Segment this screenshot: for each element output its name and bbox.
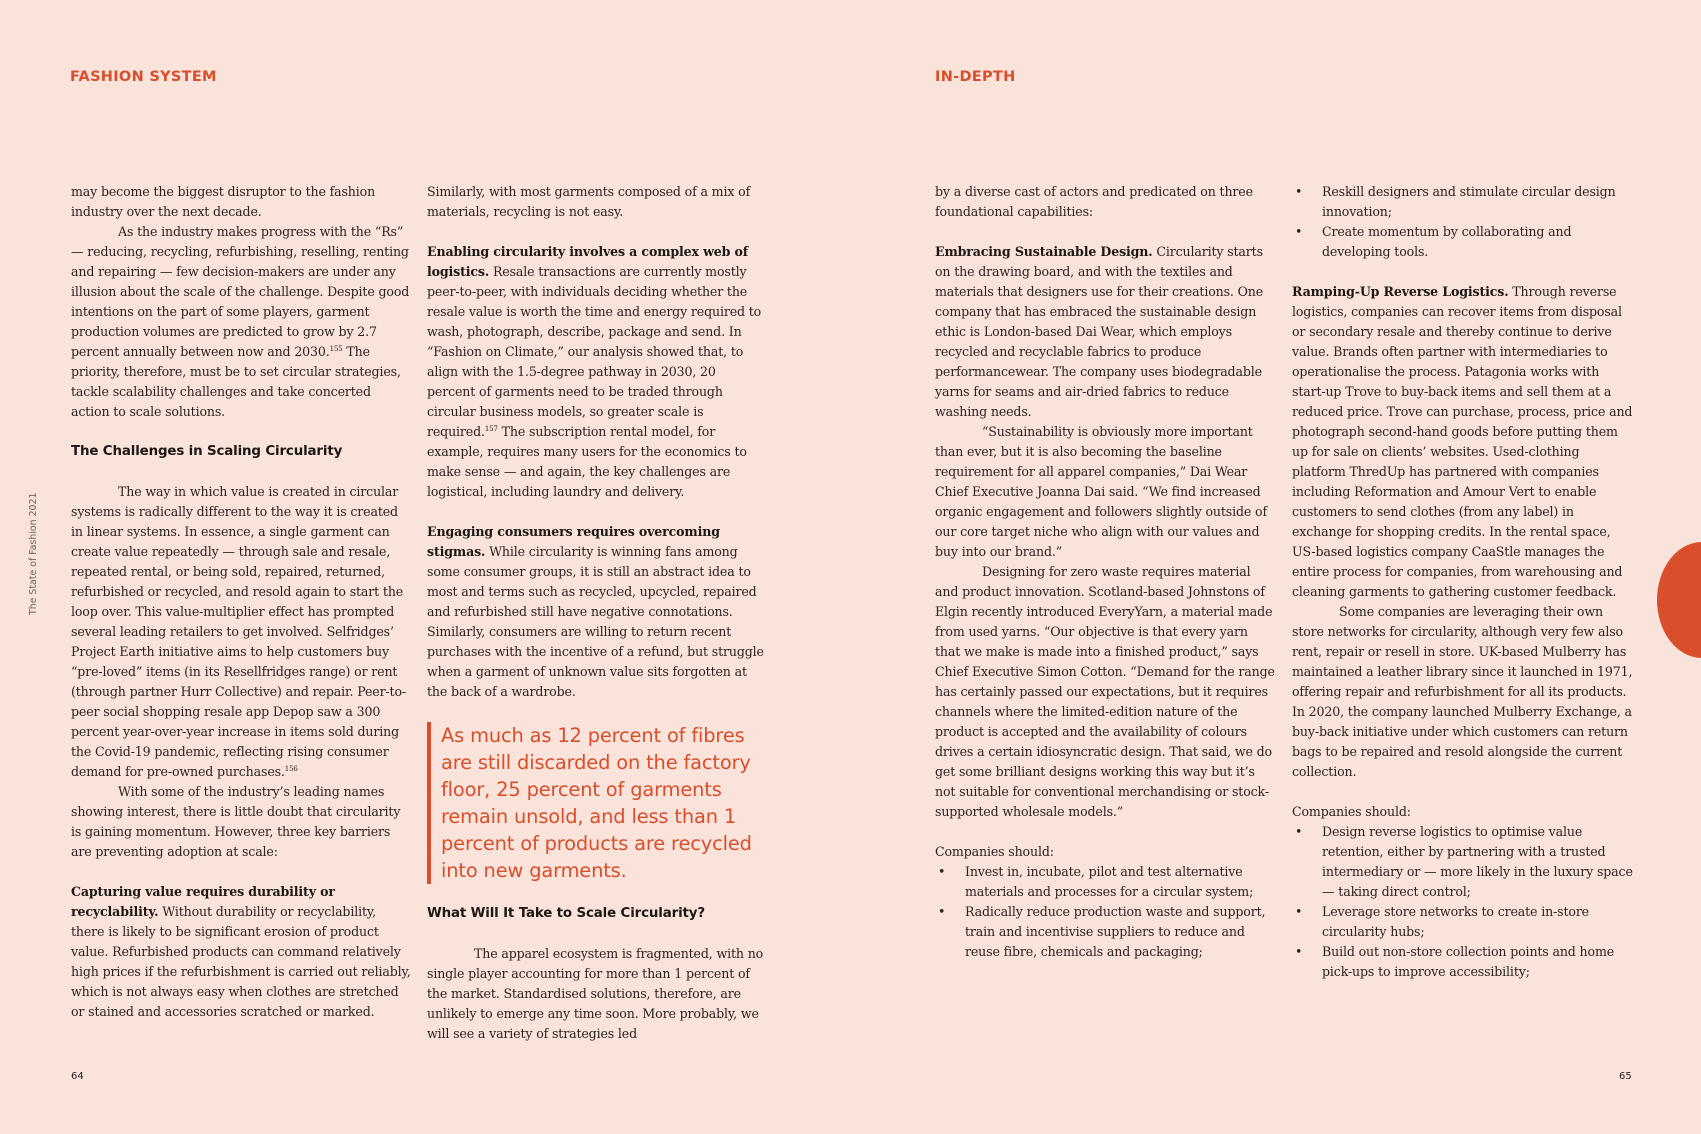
- paragraph: [427, 242, 767, 502]
- bullet-list: [1292, 182, 1634, 262]
- paragraph-lead: Embracing Sustainable Design.: [935, 244, 1153, 259]
- paragraph-text: The priority, therefore, must be to set circular strategies, tackle scalability challenges and take concerted action to scale solutions.: [71, 344, 401, 419]
- list-item: • Leverage store networks to create in-store circularity hubs;: [1292, 902, 1634, 942]
- paragraph: Designing for zero waste requires material and product innovation. Scotland-based Johnstons of Elgin recently introduced EveryYarn, a material made from used yarns. “Our objective is that every yarn that we make is made into a finished product,” says Chief Executive Simon Cotton. “Demand for the range has certainly passed our expectations, but it requires channels where the limited-edition nature of the product is accepted and the availability of colours drives a certain idiosyncratic design. That said, we do get some brilliant designs working this way but it’s not suitable for conventional merchandising or stock-supported wholesale models.”: [935, 564, 1275, 819]
- page-number-left: 64: [71, 1071, 84, 1082]
- paragraph: [427, 522, 767, 702]
- section-heading: The Challenges in Scaling Circularity: [71, 444, 343, 459]
- column-3: [935, 182, 1275, 962]
- paragraph: Some companies are leveraging their own store networks for circularity, although very few also rent, repair or resell in store. UK-based Mulberry has maintained a leather library since it launched in 1971, offering repair and refurbishment for all its products. In 2020, the company launched Mulberry Exchange, a buy-back initiative under which customers can return bags to be repaired and resold alongside the current collection.: [1292, 604, 1633, 779]
- paragraph-text: The way in which value is created in circular systems is radically different to the way it is created in linear systems. In essence, a single garment can create value repeatedly — through sale and resale, repeated rental, or being sold, repaired, returned, refurbished or recycled, and resold again to start the loop over. This value-multiplier effect has prompted several leading retailers to get involved. Selfridges’ Project Earth initiative aims to help customers buy “pre-loved” items (in its Resellfridges range) or rent (through partner Hurr Collective) and repair. Peer-to-peer social shopping resale app Depop saw a 300 percent year-over-year increase in items sold during the Covid-19 pandemic, reflecting rising consumer demand for pre-owned purchases.: [71, 484, 406, 779]
- section-heading: What Will It Take to Scale Circularity?: [427, 906, 705, 921]
- paragraph-lead: Enabling circularity involves a complex web of logistics.: [427, 244, 749, 279]
- bullet-list: [1292, 822, 1634, 982]
- paragraph-lead: Ramping-Up Reverse Logistics.: [1292, 284, 1509, 299]
- footnote-ref: 157: [484, 424, 498, 433]
- paragraph-text: The subscription rental model, for example, requires many users for the economics to make sense — and again, the key challenges are logistical, including laundry and delivery.: [427, 424, 747, 499]
- list-item: • Design reverse logistics to optimise value retention, either by partnering with a trusted intermediary or — more likely in the luxury space — taking direct control;: [1292, 822, 1634, 902]
- page-number-right: 65: [1619, 1071, 1632, 1082]
- section-header-left: FASHION SYSTEM: [70, 69, 217, 85]
- list-intro: Companies should:: [935, 844, 1054, 859]
- paragraph: With some of the industry’s leading names showing interest, there is little doubt that circularity is gaining momentum. However, three key barriers are preventing adoption at scale:: [71, 784, 401, 859]
- section-header-right: IN-DEPTH: [935, 69, 1016, 85]
- paragraph: [71, 882, 411, 1022]
- paragraph: [1292, 282, 1634, 602]
- column-2: [427, 182, 767, 1044]
- paragraph-text: Through reverse logistics, companies can recover items from disposal or secondary resale and thereby continue to derive value. Brands often partner with intermediaries to operationalise the process. Patagonia works with start-up Trove to buy-back items and sell them at a reduced price. Trove can purchase, process, price and photograph second-hand goods before putting them up for sale on clients’ websites. Used-clothing platform ThredUp has partnered with companies including Reformation and Amour Vert to enable customers to send clothes (from any label) in exchange for shopping credits. In the rental space, US-based logistics company CaaStle manages the entire process for companies, from warehousing and cleaning garments to gathering customer feedback.: [1292, 284, 1633, 599]
- bullet-list: [935, 862, 1275, 962]
- paragraph-text: While circularity is winning fans among some consumer groups, it is still an abstract idea to most and terms such as recycled, upcycled, repaired and refurbished still have negative connotations. Similarly, consumers are willing to return recent purchases with the incentive of a refund, but struggle when a garment of unknown value sits forgotten at the back of a wardrobe.: [427, 544, 764, 699]
- list-item: • Create momentum by collaborating and developing tools.: [1292, 222, 1634, 262]
- paragraph-lead: Engaging consumers requires overcoming stigmas.: [427, 524, 720, 559]
- list-item: • Reskill designers and stimulate circular design innovation;: [1292, 182, 1634, 222]
- paragraph: “Sustainability is obviously more important than ever, but it is also becoming the baseline requirement for all apparel companies,” Dai Wear Chief Executive Joanna Dai said. “We find increased organic engagement and followers slightly outside of our core target niche who align with our values and buy into our brand.”: [935, 424, 1267, 559]
- paragraph: [71, 482, 411, 782]
- list-item: • Radically reduce production waste and support, train and incentivise suppliers to reduce and reuse fibre, chemicals and packaging;: [935, 902, 1275, 962]
- paragraph-text: As the industry makes progress with the “Rs” — reducing, recycling, refurbishing, reselling, renting and repairing — few decision-makers are under any illusion about the scale of the challenge. Despite good intentions on the part of some players, garment production volumes are predicted to grow by 2.7 percent annually between now and 2030.: [71, 224, 410, 359]
- paragraph: may become the biggest disruptor to the fashion industry over the next decade.: [71, 184, 376, 219]
- paragraph: [71, 222, 411, 422]
- paragraph-lead: Capturing value requires durability or recyclability.: [71, 884, 335, 919]
- paragraph: The apparel ecosystem is fragmented, with no single player accounting for more than 1 percent of the market. Standardised solutions, therefore, are unlikely to emerge any time soon. More probably, we will see a variety of strategies led: [427, 946, 764, 1041]
- decorative-circle: [1657, 542, 1701, 658]
- column-1: [71, 182, 411, 1022]
- paragraph-text: Without durability or recyclability, there is likely to be significant erosion of product value. Refurbished products can command relatively high prices if the refurbishment is carried out reliably, which is not always easy when clothes are stretched or stained and accessories scratched or marked.: [71, 904, 411, 1019]
- paragraph-text: Circularity starts on the drawing board, and with the textiles and materials that designers use for their creations. One company that has embraced the sustainable design ethic is London-based Dai Wear, which employs recycled and recyclable fabrics to produce performancewear. The company uses biodegradable yarns for seams and air-dried fabrics to reduce washing needs.: [935, 244, 1264, 419]
- paragraph: by a diverse cast of actors and predicated on three foundational capabilities:: [935, 184, 1253, 219]
- column-4: [1292, 182, 1634, 982]
- paragraph: [935, 242, 1275, 422]
- footnote-ref: 155: [329, 344, 343, 353]
- pull-quote: As much as 12 percent of fibres are still discarded on the factory floor, 25 percent of garments remain unsold, and less than 1 percent of products are recycled into new garments.: [427, 722, 767, 884]
- footnote-ref: 156: [284, 764, 298, 773]
- paragraph-text: Resale transactions are currently mostly peer-to-peer, with individuals deciding whether the resale value is worth the time and energy required to wash, photograph, describe, package and send. In “Fashion on Climate,” our analysis showed that, to align with the 1.5-degree pathway in 2030, 20 percent of garments need to be traded through circular business models, so greater scale is required.: [427, 264, 762, 439]
- publication-sidebar-label: The State of Fashion 2021: [28, 492, 39, 615]
- list-item: • Invest in, incubate, pilot and test alternative materials and processes for a circular system;: [935, 862, 1275, 902]
- list-item: • Build out non-store collection points and home pick-ups to improve accessibility;: [1292, 942, 1634, 982]
- paragraph: Similarly, with most garments composed of a mix of materials, recycling is not easy.: [427, 184, 751, 219]
- list-intro: Companies should:: [1292, 804, 1411, 819]
